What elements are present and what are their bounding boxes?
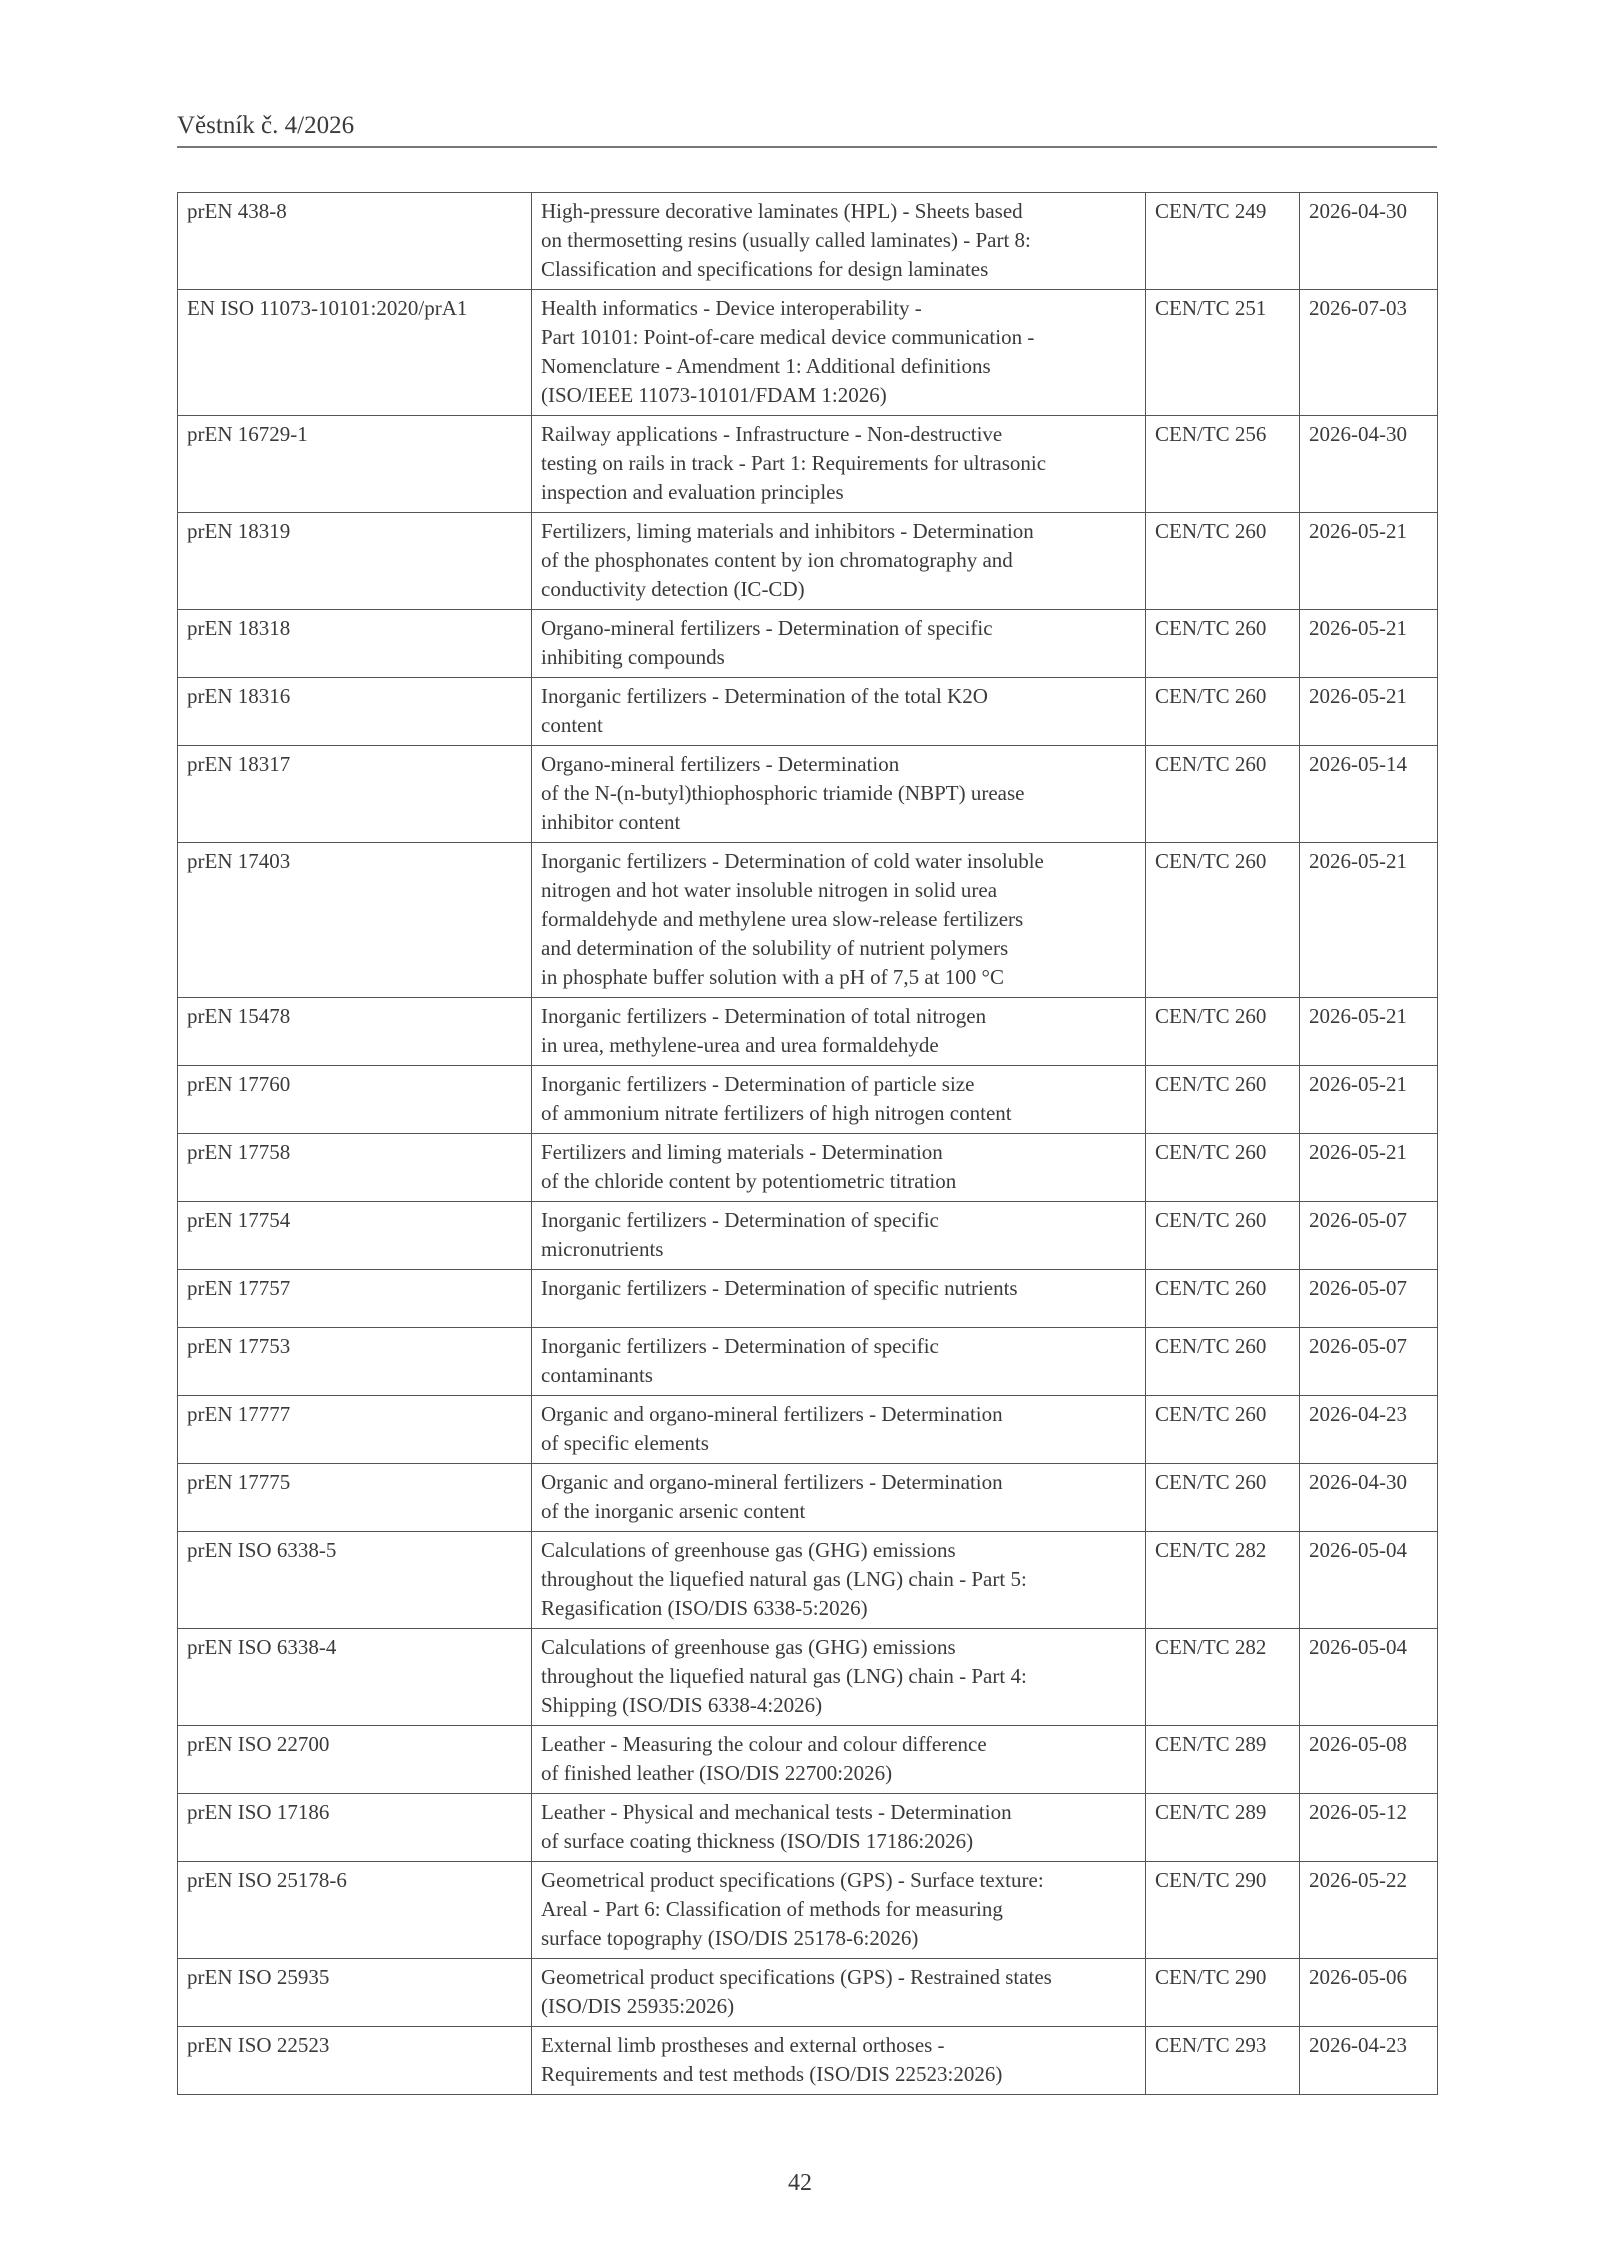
- page-header: Věstník č. 4/2026: [177, 112, 1437, 148]
- standard-code: prEN ISO 25178-6: [178, 1862, 532, 1959]
- table-row: [178, 746, 1438, 843]
- standard-code: prEN 17753: [178, 1328, 532, 1396]
- deadline-date: 2026-05-21: [1300, 998, 1438, 1066]
- standard-code: prEN 17775: [178, 1464, 532, 1532]
- deadline-date: 2026-05-21: [1300, 1066, 1438, 1134]
- standard-code: prEN 18316: [178, 678, 532, 746]
- standard-code: prEN ISO 17186: [178, 1794, 532, 1862]
- deadline-date: 2026-04-23: [1300, 2027, 1438, 2095]
- committee: CEN/TC 260: [1146, 746, 1300, 843]
- table-row: [178, 1134, 1438, 1202]
- deadline-date: 2026-05-04: [1300, 1629, 1438, 1726]
- deadline-date: 2026-07-03: [1300, 290, 1438, 416]
- standard-code: prEN ISO 6338-4: [178, 1629, 532, 1726]
- table-row: [178, 1328, 1438, 1396]
- standard-code: prEN 17760: [178, 1066, 532, 1134]
- standard-title: Fertilizers, liming materials and inhibitors - Determination of the phosphonates content by ion chromatography and conductivity detection (IC-CD): [532, 513, 1146, 610]
- committee: CEN/TC 260: [1146, 1328, 1300, 1396]
- standard-title: Health informatics - Device interoperability - Part 10101: Point-of-care medical device communication - Nomenclature - Amendment 1: Additional definitions (ISO/IEEE 11073-10101/FDAM 1:2026): [532, 290, 1146, 416]
- standard-code: EN ISO 11073-10101:2020/prA1: [178, 290, 532, 416]
- committee: CEN/TC 260: [1146, 610, 1300, 678]
- standard-title: Inorganic fertilizers - Determination of the total K2O content: [532, 678, 1146, 746]
- table-row: [178, 1202, 1438, 1270]
- standard-title: High-pressure decorative laminates (HPL) - Sheets based on thermosetting resins (usually called laminates) - Part 8: Classification and specifications for design laminates: [532, 193, 1146, 290]
- standard-title: Organic and organo-mineral fertilizers - Determination of the inorganic arsenic content: [532, 1464, 1146, 1532]
- table-row: [178, 1270, 1438, 1328]
- standard-title: Leather - Measuring the colour and colour difference of finished leather (ISO/DIS 22700:2026): [532, 1726, 1146, 1794]
- table-row: [178, 2027, 1438, 2095]
- committee: CEN/TC 290: [1146, 1959, 1300, 2027]
- deadline-date: 2026-05-14: [1300, 746, 1438, 843]
- table-row: [178, 610, 1438, 678]
- committee: CEN/TC 289: [1146, 1794, 1300, 1862]
- committee: CEN/TC 293: [1146, 2027, 1300, 2095]
- standard-title: Calculations of greenhouse gas (GHG) emissions throughout the liquefied natural gas (LNG) chain - Part 4: Shipping (ISO/DIS 6338-4:2026): [532, 1629, 1146, 1726]
- committee: CEN/TC 289: [1146, 1726, 1300, 1794]
- standard-title: Inorganic fertilizers - Determination of cold water insoluble nitrogen and hot water insoluble nitrogen in solid urea formaldehyde and methylene urea slow-release fertilizers and determination of the solubility of nutrient polymers in phosphate buffer solution with a pH of 7,5 at 100 °C: [532, 843, 1146, 998]
- committee: CEN/TC 260: [1146, 1464, 1300, 1532]
- committee: CEN/TC 282: [1146, 1629, 1300, 1726]
- table-row: [178, 998, 1438, 1066]
- standard-title: Geometrical product specifications (GPS) - Surface texture: Areal - Part 6: Classification of methods for measuring surface topography (ISO/DIS 25178-6:2026): [532, 1862, 1146, 1959]
- committee: CEN/TC 260: [1146, 1066, 1300, 1134]
- deadline-date: 2026-05-04: [1300, 1532, 1438, 1629]
- standard-code: prEN ISO 22700: [178, 1726, 532, 1794]
- standard-title: Inorganic fertilizers - Determination of particle size of ammonium nitrate fertilizers of high nitrogen content: [532, 1066, 1146, 1134]
- committee: CEN/TC 260: [1146, 1270, 1300, 1328]
- deadline-date: 2026-05-08: [1300, 1726, 1438, 1794]
- standard-code: prEN 17777: [178, 1396, 532, 1464]
- table-row: [178, 678, 1438, 746]
- standard-title: Leather - Physical and mechanical tests - Determination of surface coating thickness (ISO/DIS 17186:2026): [532, 1794, 1146, 1862]
- table-row: [178, 1066, 1438, 1134]
- standard-code: prEN ISO 6338-5: [178, 1532, 532, 1629]
- table-row: [178, 843, 1438, 998]
- table-row: [178, 290, 1438, 416]
- standard-title: Organic and organo-mineral fertilizers - Determination of specific elements: [532, 1396, 1146, 1464]
- committee: CEN/TC 249: [1146, 193, 1300, 290]
- deadline-date: 2026-05-07: [1300, 1202, 1438, 1270]
- standard-code: prEN 17754: [178, 1202, 532, 1270]
- table-row: [178, 1862, 1438, 1959]
- deadline-date: 2026-05-07: [1300, 1328, 1438, 1396]
- table-row: [178, 416, 1438, 513]
- standard-title: Inorganic fertilizers - Determination of specific contaminants: [532, 1328, 1146, 1396]
- standards-table: [177, 192, 1438, 2095]
- standard-title: Railway applications - Infrastructure - Non-destructive testing on rails in track - Part 1: Requirements for ultrasonic inspection and evaluation principles: [532, 416, 1146, 513]
- table-row: [178, 1726, 1438, 1794]
- standard-code: prEN 18319: [178, 513, 532, 610]
- committee: CEN/TC 256: [1146, 416, 1300, 513]
- committee: CEN/TC 260: [1146, 843, 1300, 998]
- deadline-date: 2026-05-06: [1300, 1959, 1438, 2027]
- committee: CEN/TC 282: [1146, 1532, 1300, 1629]
- committee: CEN/TC 290: [1146, 1862, 1300, 1959]
- standard-title: Inorganic fertilizers - Determination of specific nutrients: [532, 1270, 1146, 1328]
- table-row: [178, 1464, 1438, 1532]
- committee: CEN/TC 260: [1146, 513, 1300, 610]
- committee: CEN/TC 260: [1146, 1202, 1300, 1270]
- deadline-date: 2026-05-21: [1300, 678, 1438, 746]
- standard-code: prEN 18317: [178, 746, 532, 843]
- deadline-date: 2026-04-30: [1300, 416, 1438, 513]
- table-row: [178, 1532, 1438, 1629]
- table-row: [178, 1396, 1438, 1464]
- standard-title: External limb prostheses and external orthoses - Requirements and test methods (ISO/DIS 22523:2026): [532, 2027, 1146, 2095]
- committee: CEN/TC 260: [1146, 998, 1300, 1066]
- standard-code: prEN 18318: [178, 610, 532, 678]
- table-row: [178, 1794, 1438, 1862]
- deadline-date: 2026-05-21: [1300, 610, 1438, 678]
- table-row: [178, 513, 1438, 610]
- standard-code: prEN 15478: [178, 998, 532, 1066]
- deadline-date: 2026-05-07: [1300, 1270, 1438, 1328]
- standard-code: prEN 438-8: [178, 193, 532, 290]
- standard-title: Inorganic fertilizers - Determination of total nitrogen in urea, methylene-urea and urea formaldehyde: [532, 998, 1146, 1066]
- committee: CEN/TC 260: [1146, 1396, 1300, 1464]
- committee: CEN/TC 260: [1146, 1134, 1300, 1202]
- table-row: [178, 1959, 1438, 2027]
- deadline-date: 2026-05-21: [1300, 843, 1438, 998]
- standard-code: prEN 16729-1: [178, 416, 532, 513]
- standard-code: prEN ISO 22523: [178, 2027, 532, 2095]
- standard-title: Geometrical product specifications (GPS) - Restrained states (ISO/DIS 25935:2026): [532, 1959, 1146, 2027]
- standard-title: Calculations of greenhouse gas (GHG) emissions throughout the liquefied natural gas (LNG) chain - Part 5: Regasification (ISO/DIS 6338-5:2026): [532, 1532, 1146, 1629]
- committee: CEN/TC 260: [1146, 678, 1300, 746]
- standard-title: Organo-mineral fertilizers - Determination of the N-(n-butyl)thiophosphoric triamide (NBPT) urease inhibitor content: [532, 746, 1146, 843]
- standard-code: prEN 17758: [178, 1134, 532, 1202]
- deadline-date: 2026-04-30: [1300, 193, 1438, 290]
- standard-code: prEN 17757: [178, 1270, 532, 1328]
- standard-title: Fertilizers and liming materials - Determination of the chloride content by potentiometric titration: [532, 1134, 1146, 1202]
- standard-title: Inorganic fertilizers - Determination of specific micronutrients: [532, 1202, 1146, 1270]
- standard-code: prEN ISO 25935: [178, 1959, 532, 2027]
- deadline-date: 2026-04-30: [1300, 1464, 1438, 1532]
- table-row: [178, 193, 1438, 290]
- deadline-date: 2026-04-23: [1300, 1396, 1438, 1464]
- deadline-date: 2026-05-21: [1300, 1134, 1438, 1202]
- page-number: 42: [788, 2170, 812, 2196]
- standard-code: prEN 17403: [178, 843, 532, 998]
- table-row: [178, 1629, 1438, 1726]
- deadline-date: 2026-05-21: [1300, 513, 1438, 610]
- committee: CEN/TC 251: [1146, 290, 1300, 416]
- deadline-date: 2026-05-22: [1300, 1862, 1438, 1959]
- standard-title: Organo-mineral fertilizers - Determination of specific inhibiting compounds: [532, 610, 1146, 678]
- deadline-date: 2026-05-12: [1300, 1794, 1438, 1862]
